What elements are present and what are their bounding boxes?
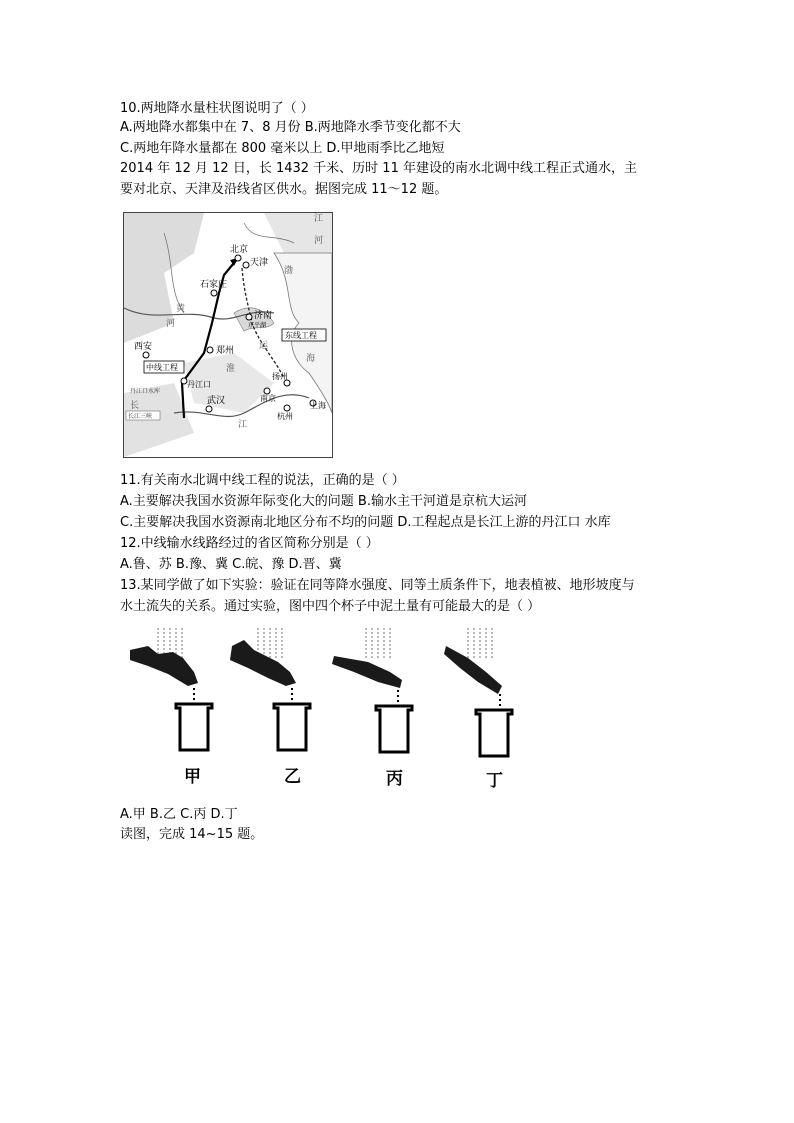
- char-he-top: 河: [314, 235, 324, 245]
- setup-jia: [130, 628, 212, 750]
- soil-erosion-experiment: [128, 628, 528, 798]
- label-three-gorges: 长江三峡: [128, 414, 153, 420]
- char-jiang: 江: [238, 419, 248, 429]
- city-beijing: 北京: [230, 244, 249, 254]
- q10-stem: 10.两地降水量柱状图说明了（ ）: [120, 101, 314, 116]
- city-nanjing: 南京: [260, 394, 276, 403]
- intro-line-2: 要对北京、天津及沿线省区供水。据图完成 11～12 题。: [120, 182, 448, 197]
- char-chang: 长: [130, 400, 140, 410]
- char-huang: 黄: [176, 303, 186, 313]
- char-yun: 运: [259, 340, 269, 350]
- intro-line-1: 2014 年 12 月 12 日，长 1432 千米、历时 11 年建设的南水北调中线工程正式通水，主: [120, 161, 637, 176]
- char-he: 河: [166, 318, 176, 328]
- cup-label-ding: 丁: [486, 771, 503, 791]
- q11-stem: 11.有关南水北调中线工程的说法，正确的是（ ）: [120, 473, 405, 488]
- q11-options-cd: C.主要解决我国水资源南北地区分布不均的问题 D.工程起点是长江上游的丹江口 水库: [120, 515, 611, 530]
- char-bo: 渤: [284, 265, 294, 275]
- city-danjiangkou: 丹江口: [187, 380, 211, 389]
- city-yangzhou: 扬州: [272, 372, 288, 381]
- q10-options-cd: C.两地年降水量都在 800 毫米以上 D.甲地雨季比乙地短: [120, 141, 445, 156]
- south-north-water-map: [123, 212, 333, 458]
- city-xian: 西安: [134, 341, 153, 351]
- city-wuhan: 武汉: [207, 395, 226, 405]
- q13-stem-line-2: 水土流失的关系。通过实验，图中四个杯子中泥土量有可能最大的是（ ）: [120, 599, 541, 614]
- city-jinan: 济南: [254, 310, 273, 320]
- char-huai: 淮: [226, 363, 236, 373]
- cup-label-yi: 乙: [284, 767, 301, 787]
- q12-stem: 12.中线输水线路经过的省区简称分别是（ ）: [120, 536, 379, 551]
- city-shanghai: 上海: [310, 401, 326, 410]
- cup-label-jia: 甲: [184, 767, 201, 787]
- q10-options-ab: A.两地降水都集中在 7、8 月份 B.两地降水季节变化都不大: [120, 120, 461, 135]
- label-reservoir: 丹江口水库: [130, 389, 161, 395]
- q11-options-ab: A.主要解决我国水资源年际变化大的问题 B.输水主干河道是京杭大运河: [120, 494, 527, 509]
- char-hai: 海: [306, 353, 316, 363]
- city-hangzhou: 杭州: [277, 412, 293, 421]
- lake-dongping: 东平湖: [248, 323, 267, 329]
- q13-options: A.甲 B.乙 C.丙 D.丁: [120, 807, 238, 822]
- city-shijiazhuang: 石家庄: [200, 279, 228, 289]
- city-zhengzhou: 郑州: [216, 345, 235, 355]
- label-middle-route: 中线工程: [146, 363, 178, 372]
- q12-options: A.鲁、苏 B.豫、冀 C.皖、豫 D.晋、冀: [120, 557, 342, 572]
- cup-label-bing: 丙: [386, 769, 403, 789]
- setup-bing: [332, 628, 412, 752]
- setup-ding: [444, 628, 512, 756]
- setup-yi: [230, 628, 310, 750]
- label-east-route: 东线工程: [285, 331, 317, 340]
- q13-stem-line-1: 13.某同学做了如下实验：验证在同等降水强度、同等土质条件下，地表植被、地形坡度与: [120, 578, 635, 593]
- char-jiang-top: 江: [314, 213, 324, 223]
- city-tianjin: 天津: [250, 257, 269, 267]
- footer-instruction: 读图，完成 14~15 题。: [120, 827, 264, 842]
